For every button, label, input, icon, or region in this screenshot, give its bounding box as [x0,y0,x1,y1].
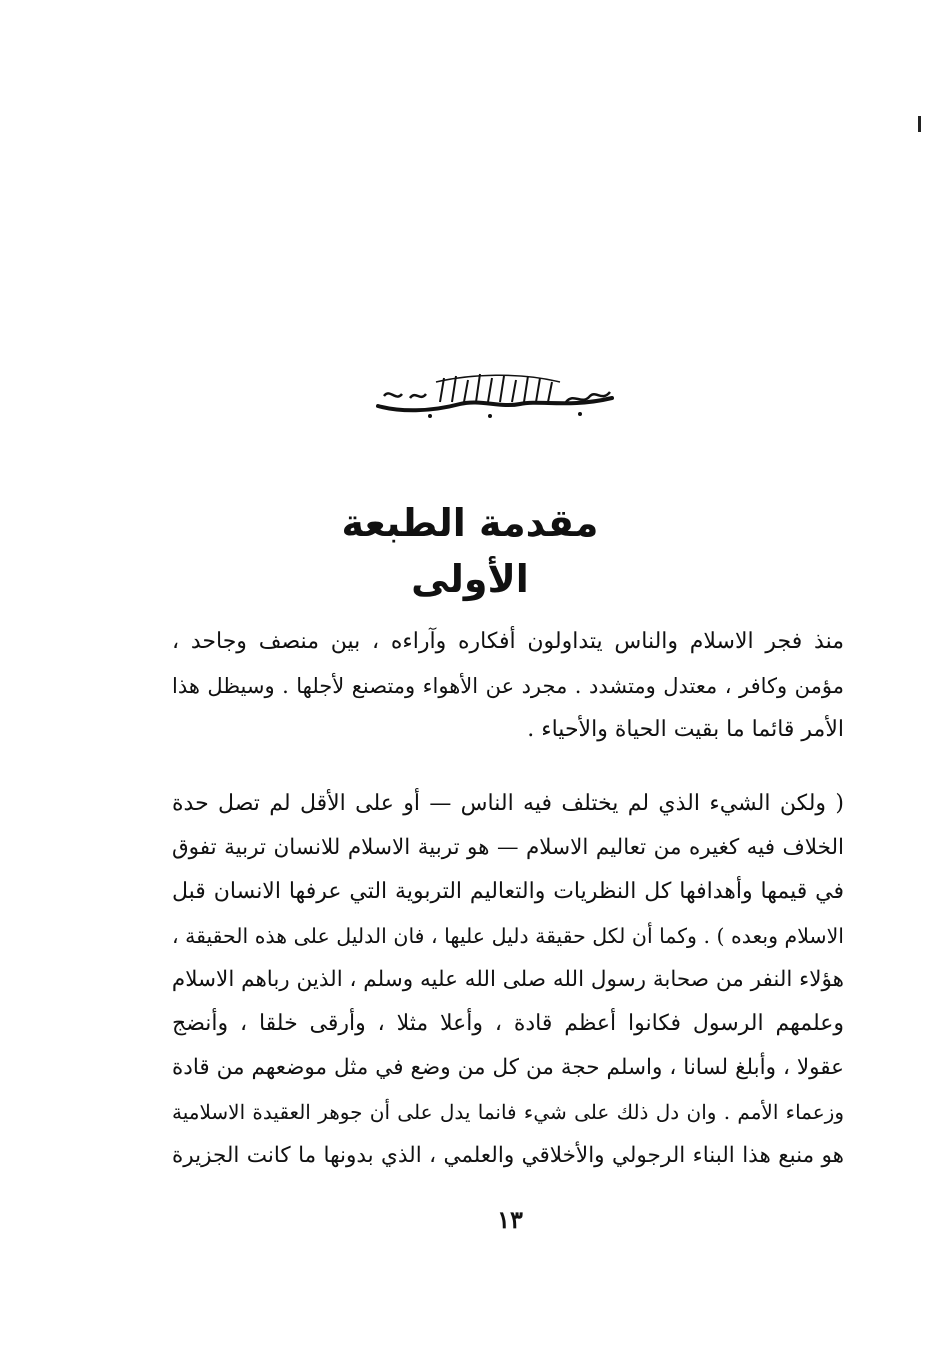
paragraph-1-line: مؤمن وكافر ، معتدل ومتشدد . مجرد عن الأهواء ومتصنع لأجلها . وسيظل هذا [172,674,844,698]
paragraph-2-line: في قيمها وأهدافها كل النظريات والتعاليم التربوية التي عرفها الانسان قبل [172,879,844,904]
paragraph-1-line: منذ فجر الاسلام والناس يتداولون أفكاره وآراءه ، بين منصف وجاحد ، [172,629,844,654]
paragraph-2-line: الخلاف فيه كغيره من تعاليم الاسلام — هو تربية الاسلام للانسان تربية تفوق [172,835,844,860]
paragraph-2-line: وعلمهم الرسول فكانوا أعظم قادة ، وأعلا مثلا ، وأرقى خلقا ، وأنضج [172,1011,844,1036]
paragraph-2-line: الاسلام وبعده ) . وكما أن لكل حقيقة دليل عليها ، فان الدليل على هذه الحقيقة ، [172,924,844,948]
paragraph-2-line: وزعماء الأمم . وان دل ذلك على شيء فانما يدل على أن جوهر العقيدة الاسلامية [172,1100,844,1124]
paragraph-1-line: الأمر قائما ما بقيت الحياة والأحياء . [527,717,844,742]
basmala-calligraphy [370,368,620,424]
paragraph-2 [172,782,844,1178]
page-number: ١٣ [497,1205,523,1234]
paragraph-1 [172,620,844,752]
paragraph-2-line: هؤلاء النفر من صحابة رسول الله صلى الله عليه وسلم ، الذين رباهم الاسلام [171,967,844,992]
paragraph-2-line: عقولا ، وأبلغ لسانا ، واسلم حجة من كل من وضع في مثل موضعهم من قادة [172,1055,844,1080]
page-edge-mark [918,116,921,132]
paragraph-2-line: هو منبع هذا البناء الرجولي والأخلاقي والعلمي ، الذي بدونها ما كانت الجزيرة [172,1143,844,1168]
section-heading: مقدمة الطبعة الأولى [341,501,599,601]
paragraph-2-line: ( ولكن الشيء الذي لم يختلف فيه الناس — أو على الأقل لم تصل حدة [172,791,844,816]
